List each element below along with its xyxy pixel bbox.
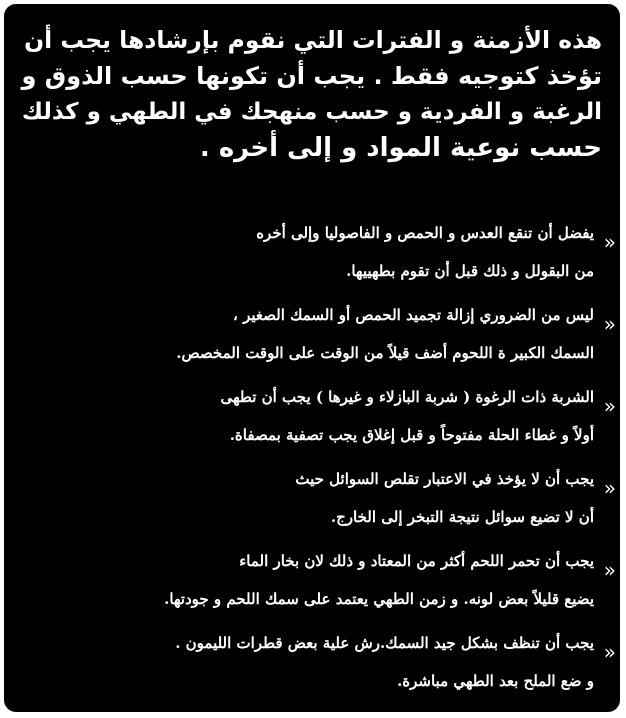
bullet-icon: » (603, 558, 616, 582)
intro-paragraph (18, 22, 602, 166)
tip-item (4, 468, 620, 550)
intro-line: الرغبة و الفردية و حسب منهجك في الطهي و كذلك (21, 99, 602, 125)
recipe-note-panel (4, 4, 620, 712)
intro-line: حسب نوعية المواد و إلى أخره . (199, 133, 602, 163)
tip-line: السمك الكبير ة اللحوم أضف قيلاً من الوقت على الوقت المخصص. (176, 344, 594, 362)
intro-line: تؤخذ كتوجيه فقط . يجب أن تكونها حسب الذوق و (21, 62, 602, 90)
tip-item (4, 304, 620, 386)
intro-line: هذه الأزمنة و الفترات التي نقوم بإرشادها يجب أن (24, 26, 602, 54)
tip-line: يجب أن تنظف بشكل جيد السمك.رش علية بعض قطرات الليمون . (175, 634, 594, 652)
tip-line: أن لا تضيع سوائل نتيجة التبخر إلى الخارج. (330, 508, 594, 526)
bullet-icon: » (603, 640, 616, 664)
tip-item (4, 632, 620, 712)
bullet-icon: » (603, 394, 616, 418)
tip-item (4, 386, 620, 468)
tip-line: من البقولل و ذلك قبل أن تقوم بطهييها. (346, 262, 594, 280)
bullet-icon: » (603, 476, 616, 500)
tip-item (4, 222, 620, 304)
bullet-icon: » (603, 312, 616, 336)
tip-line: يجب أن تحمر اللحم أكثر من المعتاد و ذلك لان بخار الماء (239, 552, 594, 570)
tip-line: يضيع قليلاً بعض لونه. و زمن الطهي يعتمد على سمك اللحم و جودتها. (164, 590, 594, 608)
bullet-icon: » (603, 230, 616, 254)
tip-line: يجب أن لا يؤخذ في الاعتبار تقلص السوائل حيث (295, 470, 594, 488)
tip-line: ليس من الضروري إزالة تجميد الحمص أو السمك الصغير ، (233, 306, 594, 324)
tip-line: يفضل أن تنقع العدس و الحمص و الفاصوليا وإلى أخره (256, 224, 594, 242)
tip-line: الشربة ذات الرغوة ( شربة البازلاء و غيرها ) يجب أن تطهى (220, 388, 594, 406)
tip-item (4, 550, 620, 632)
tip-line: و ضع الملح بعد الطهي مباشرة. (397, 672, 594, 690)
tips-list (4, 222, 620, 712)
tip-line: أولاً و غطاء الحلة مفتوحاً و قبل إغلاق يجب تصفية بمصفاة. (229, 426, 594, 444)
